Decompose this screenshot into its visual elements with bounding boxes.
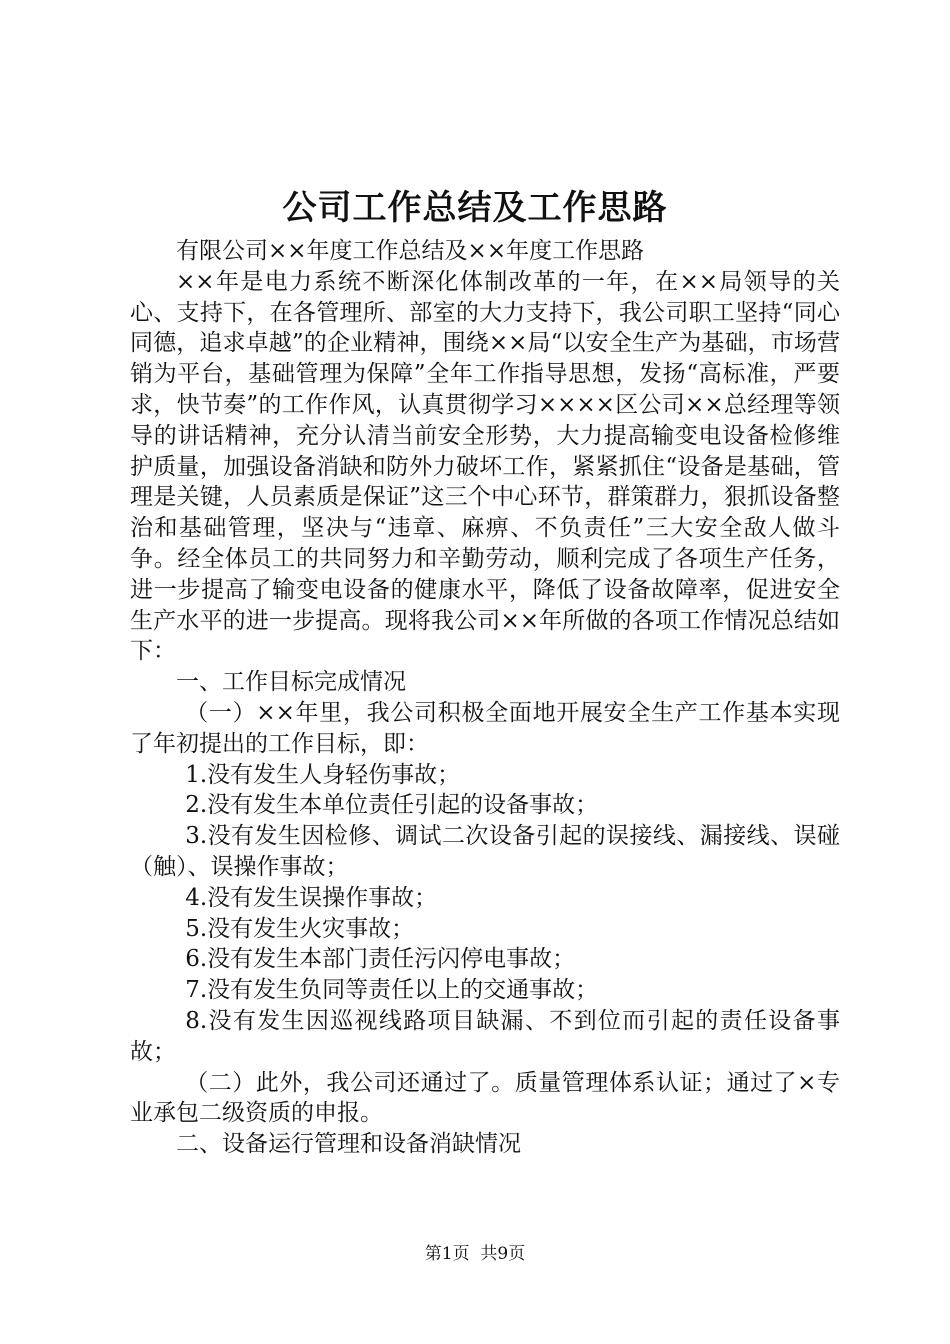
page-number: 第1页 xyxy=(424,1244,470,1264)
list-item: 5.没有发生火灾事故； xyxy=(185,915,415,942)
document-title: 公司工作总结及工作思路 xyxy=(282,188,668,228)
list-item: 6.没有发生本部门责任污闪停电事故； xyxy=(185,946,576,973)
list-item: 4.没有发生误操作事故； xyxy=(185,884,438,911)
list-item: 2.没有发生本单位责任引起的设备事故； xyxy=(185,792,599,819)
list-item: 3.没有发生因检修、调试二次设备引起的误接线、漏接线、误碰（触）、误操作事故； xyxy=(130,823,840,880)
intro-paragraph: ××年是电力系统不断深化体制改革的一年，在××局领导的关心、支持下，在各管理所、部室的大力支持下，我公司职工坚持“同心同德，追求卓越”的企业精神，围绕××局“以安全生产为基础，市场营销为平台，基础管理为保障”全年工作指导思想，发扬“高标准，严要求，快节奏”的工作作风，认真贯彻学习××××区公司××总经理等领导的讲话精神，充分认清当前安全形势，大力提高输变电设备检修维护质量，加强设备消缺和防外力破坏工作，紧紧抓住“设备是基础，管理是关键，人员素质是保证”这三个中心环节，群策群力，狠抓设备整治和基础管理，坚决与“违章、麻痹、不负责任”三大安全敌人做斗争。经全体员工的共同努力和辛勤劳动，顺利完成了各项生产任务，进一步提高了输变电设备的健康水平，降低了设备故障率，促进安全生产水平的进一步提高。现将我公司××年所做的各项工作情况总结如下： xyxy=(130,268,840,665)
subsection-paragraph-1: （一）××年里，我公司积极全面地开展安全生产工作基本实现了年初提出的工作目标，即： xyxy=(130,699,840,757)
document-body xyxy=(130,236,840,1160)
list-item: 8.没有发生因巡视线路项目缺漏、不到位而引起的责任设备事故； xyxy=(130,1007,840,1065)
subsection-paragraph-2: （二）此外，我公司还通过了。质量管理体系认证；通过了×专业承包二级资质的申报。 xyxy=(130,1069,840,1127)
section-heading-2: 二、设备运行管理和设备消缺情况 xyxy=(176,1131,521,1158)
list-item: 1.没有发生人身轻伤事故； xyxy=(185,761,461,788)
list-item: 7.没有发生负同等责任以上的交通事故； xyxy=(185,977,599,1004)
page-footer xyxy=(0,1242,950,1266)
page-total: 共9页 xyxy=(480,1244,526,1264)
section-heading-1: 一、工作目标完成情况 xyxy=(176,669,406,696)
subtitle-paragraph: 有限公司××年度工作总结及××年度工作思路 xyxy=(176,238,645,264)
